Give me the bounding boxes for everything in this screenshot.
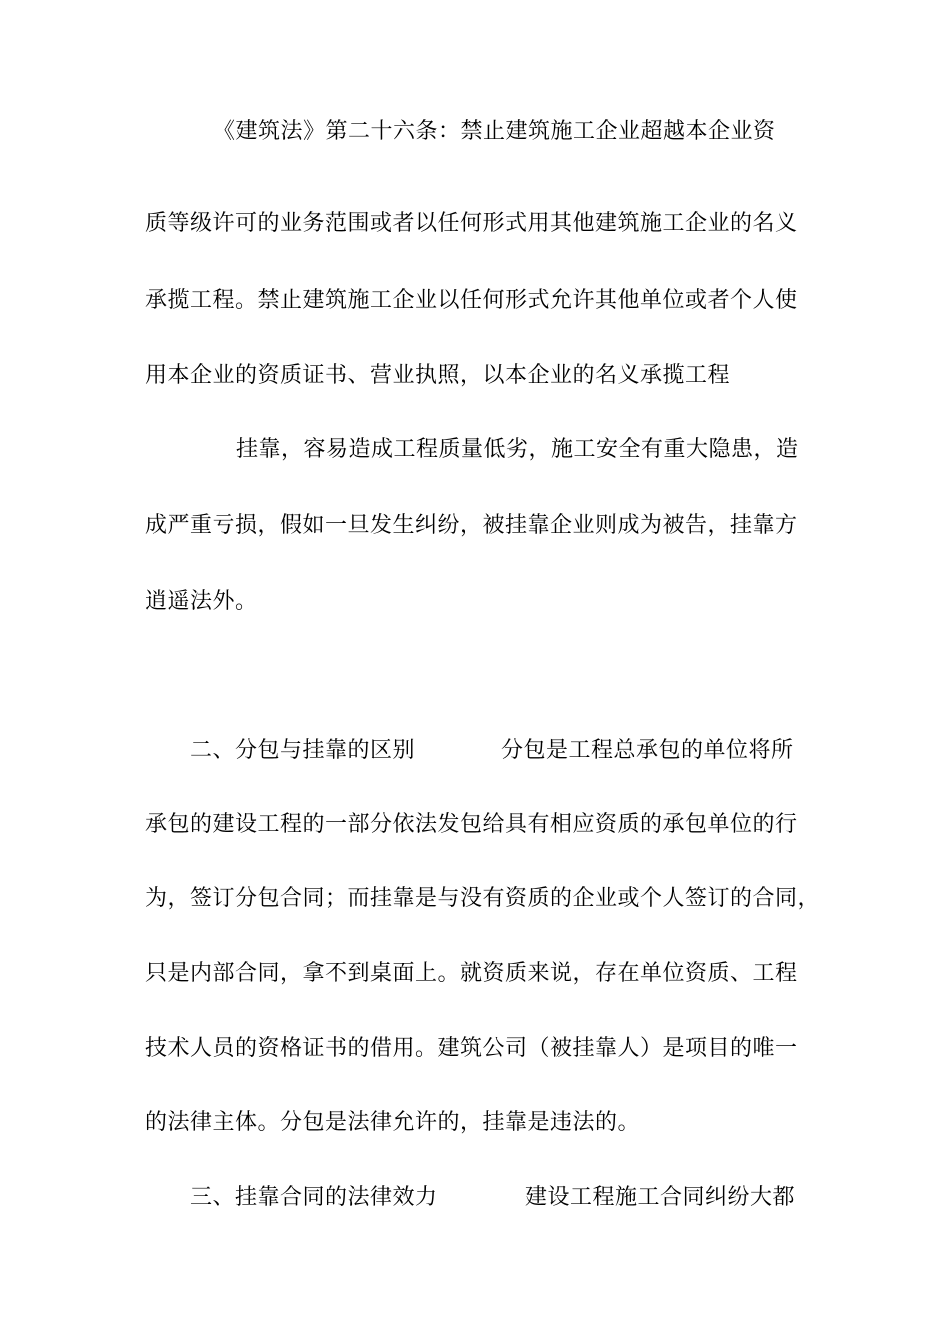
section2-line-3: 只是内部合同，拿不到桌面上。就资质来说，存在单位资质、工程 (145, 961, 798, 986)
para1-line-3: 承揽工程。禁止建筑施工企业以任何形式允许其他单位或者个人使 (145, 288, 798, 313)
section2-lead: 分包是工程总承包的单位将所 (501, 738, 794, 763)
para2-line-1: 挂靠，容易造成工程质量低劣，施工安全有重大隐患，造 (236, 437, 799, 462)
para1-line-2: 质等级许可的业务范围或者以任何形式用其他建筑施工企业的名义 (145, 211, 798, 236)
para1-line-1: 《建筑法》第二十六条：禁止建筑施工企业超越本企业资 (213, 119, 776, 144)
section2-line-1: 承包的建设工程的一部分依法发包给具有相应资质的承包单位的行 (145, 812, 798, 837)
para2-line-2: 成严重亏损，假如一旦发生纠纷，被挂靠企业则成为被告，挂靠方 (145, 513, 798, 538)
para2-line-3: 逍遥法外。 (145, 589, 258, 614)
section3-heading: 三、挂靠合同的法律效力 (190, 1185, 438, 1210)
section2-line-5: 的法律主体。分包是法律允许的，挂靠是违法的。 (145, 1110, 641, 1135)
para1-line-4: 用本企业的资质证书、营业执照，以本企业的名义承揽工程 (145, 363, 731, 388)
section2-line-2: 为，签订分包合同；而挂靠是与没有资质的企业或个人签订的合同， (145, 886, 821, 911)
section2-line-4: 技术人员的资格证书的借用。建筑公司（被挂靠人）是项目的唯一 (145, 1036, 798, 1061)
section2-heading: 二、分包与挂靠的区别 (190, 738, 416, 763)
section3-lead: 建设工程施工合同纠纷大都 (525, 1185, 796, 1210)
